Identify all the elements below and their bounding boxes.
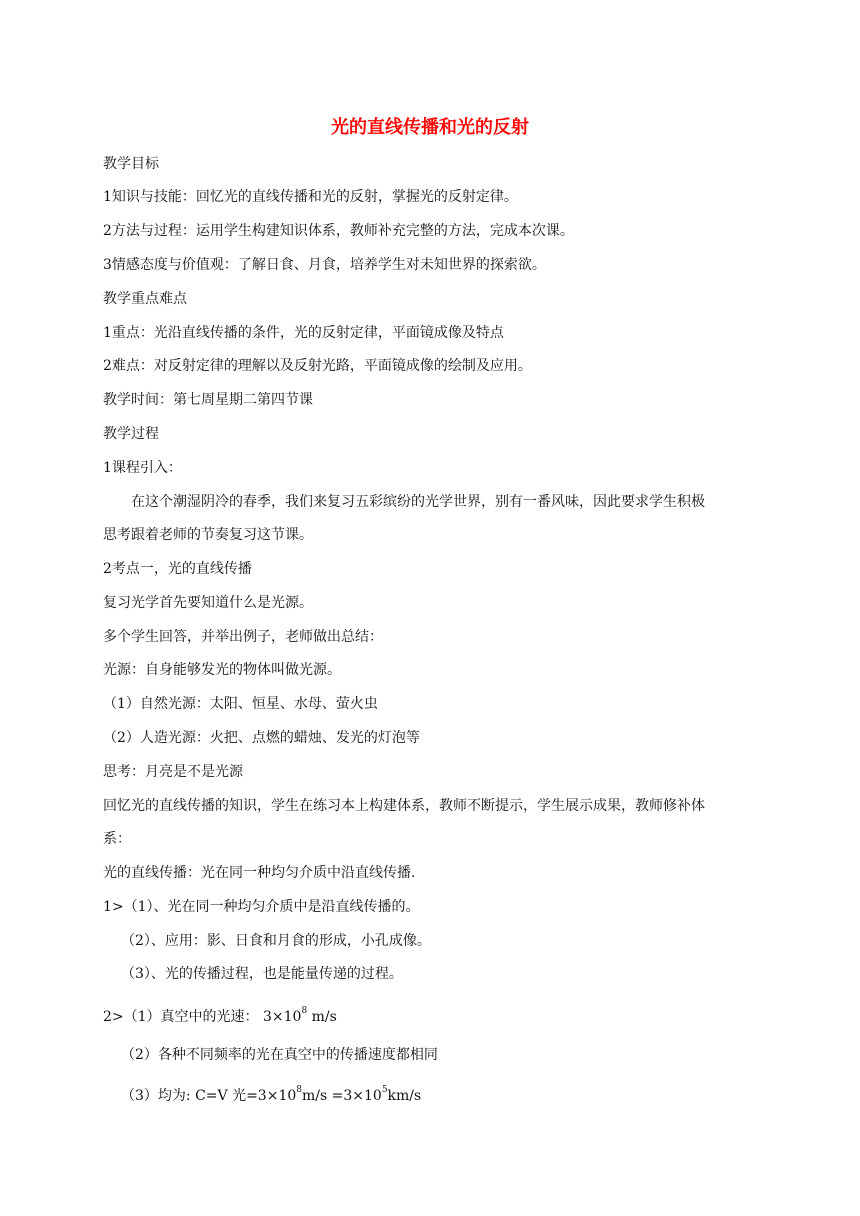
course-introduction-heading: 1课程引入： [103,460,182,476]
goal-emotion-values: 3情感态度与价值观：了解日食、月食，培养学生对未知世界的探索欲。 [103,257,546,273]
light-source-definition: 光源：自身能够发光的物体叫做光源。 [103,662,341,678]
artificial-light-sources: （2）人造光源：火把、点燃的蜡烛、发光的灯泡等 [103,730,420,746]
speed-line-3-part-a: （3）均为: C=V 光=3×10 [121,1088,297,1104]
difficult-point: 2难点：对反射定律的理解以及反射光路，平面镜成像的绘制及应用。 [103,358,532,374]
speed-line-1-prefix: 2>（1）真空中的光速： 3×10 [103,1009,302,1025]
review-paragraph-line-2: 系： [103,831,131,847]
speed-of-light-vacuum [103,1007,337,1027]
speed-same-all-frequencies: （2）各种不同频率的光在真空中的传播速度都相同 [121,1047,438,1063]
heading-teaching-goals: 教学目标 [103,156,159,172]
intro-paragraph-line-2: 思考跟着老师的节奏复习这节课。 [103,527,313,543]
speed-line-3-exponent-2: 5 [381,1085,388,1096]
rectilinear-propagation-definition: 光的直线传播：光在同一种均匀介质中沿直线传播. [103,865,416,881]
natural-light-sources: （1）自然光源：太阳、恒星、水母、萤火虫 [103,696,378,712]
think-moon-question: 思考：月亮是不是光源 [103,764,243,780]
speed-line-3-part-c: km/s [387,1088,422,1104]
heading-teaching-process: 教学过程 [103,426,159,442]
students-answer-note: 多个学生回答，并举出例子，老师做出总结： [103,629,383,645]
goal-knowledge-skills: 1知识与技能：回忆光的直线传播和光的反射，掌握光的反射定律。 [103,189,518,205]
key-point: 1重点：光沿直线传播的条件，光的反射定律，平面镜成像及特点 [103,325,504,341]
light-source-question: 复习光学首先要知道什么是光源。 [103,595,313,611]
propagation-point-3: （3）、光的传播过程，也是能量传递的过程。 [121,966,403,982]
document-title: 光的直线传播和光的反射 [331,117,529,138]
speed-line-1-exponent: 8 [301,1006,308,1017]
speed-line-1-unit: m/s [307,1009,337,1025]
teaching-time: 教学时间：第七周星期二第四节课 [103,392,313,408]
propagation-point-2: （2）、应用：影、日食和月食的形成，小孔成像。 [121,933,431,949]
speed-line-3-part-b: m/s =3×10 [302,1088,382,1104]
heading-key-difficult-points: 教学重点难点 [103,291,187,307]
propagation-point-1: 1>（1）、光在同一种均匀介质中是沿直线传播的。 [103,899,420,915]
speed-of-light-values [121,1086,421,1106]
review-paragraph-line-1: 回忆光的直线传播的知识，学生在练习本上构建体系，教师不断提示，学生展示成果，教师修补体 [103,798,705,814]
exam-point-one-heading: 2考点一，光的直线传播 [103,561,252,577]
speed-line-3-exponent-1: 8 [296,1085,302,1096]
goal-method-process: 2方法与过程：运用学生构建知识体系，教师补充完整的方法，完成本次课。 [103,223,574,239]
intro-paragraph-line-1: 在这个潮湿阴冷的春季，我们来复习五彩缤纷的光学世界，别有一番风味，因此要求学生积极 [131,494,705,510]
